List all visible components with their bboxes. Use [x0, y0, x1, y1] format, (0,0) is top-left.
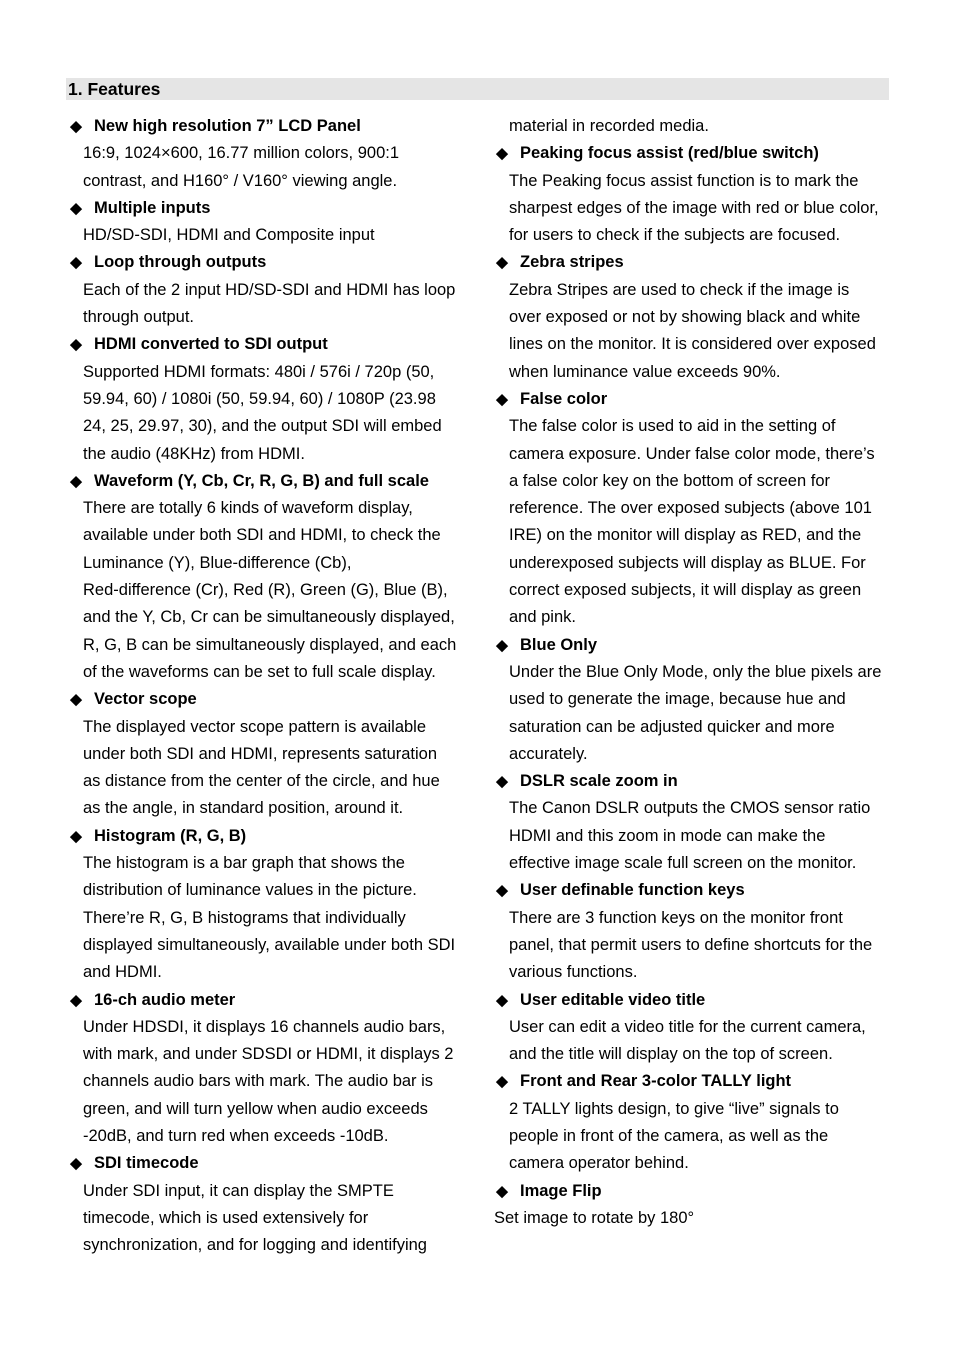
feature-heading	[494, 768, 894, 795]
diamond-bullet-icon: ◆	[496, 1182, 508, 1200]
diamond-bullet-icon: ◆	[496, 882, 508, 900]
feature-item	[494, 1068, 894, 1177]
feature-heading-text: DSLR scale zoom in	[520, 772, 678, 791]
feature-item	[494, 987, 894, 1069]
feature-continuation-line: material in recorded media.	[509, 117, 709, 135]
feature-description-line: Luminance (Y), Blue-difference (Cb),	[83, 553, 352, 572]
feature-description-line: IRE) on the monitor will display as RED, and the	[509, 526, 862, 545]
feature-item	[68, 823, 468, 987]
feature-description-line: Under HDSDI, it displays 16 channels audio bars,	[83, 1017, 446, 1036]
feature-heading	[494, 386, 894, 413]
diamond-bullet-icon: ◆	[496, 145, 508, 163]
feature-item	[68, 249, 468, 331]
feature-description-line: The Canon DSLR outputs the CMOS sensor ratio	[509, 799, 871, 818]
feature-description-line: accurately.	[509, 744, 588, 763]
feature-description-line: displayed simultaneously, available under both SDI	[83, 935, 456, 954]
feature-description-line: as the angle, in standard position, around it.	[83, 799, 404, 818]
diamond-bullet-icon: ◆	[70, 691, 82, 709]
diamond-bullet-icon: ◆	[496, 254, 508, 272]
feature-heading-text: False color	[520, 389, 608, 408]
diamond-bullet-icon: ◆	[496, 773, 508, 791]
diamond-bullet-icon: ◆	[70, 336, 82, 354]
feature-description-line: There are totally 6 kinds of waveform display,	[83, 499, 413, 518]
feature-item	[68, 113, 468, 195]
feature-description-line: available under both SDI and HDMI, to check the	[83, 526, 441, 545]
diamond-bullet-icon: ◆	[70, 199, 82, 217]
feature-description-line: under both SDI and HDMI, represents saturation	[83, 744, 438, 763]
feature-heading-text: Waveform (Y, Cb, Cr, R, G, B) and full scale	[94, 471, 429, 490]
feature-heading	[494, 632, 894, 659]
feature-description-line: reference. The over exposed subjects (above 101	[509, 499, 872, 518]
feature-description-line: -20dB, and turn red when exceeds -10dB.	[83, 1126, 389, 1145]
feature-description-line: effective image scale full screen on the monitor.	[509, 854, 857, 873]
feature-heading	[68, 249, 468, 276]
feature-description-line: a false color key on the bottom of screen for	[509, 471, 831, 490]
feature-item	[68, 468, 468, 686]
feature-heading-text: User editable video title	[520, 990, 706, 1009]
feature-description-line: The histogram is a bar graph that shows the	[83, 854, 405, 873]
feature-description-line: User can edit a video title for the current camera,	[509, 1017, 866, 1036]
feature-heading-text: Zebra stripes	[520, 253, 624, 272]
feature-heading-text: Vector scope	[94, 690, 197, 709]
feature-item	[494, 768, 894, 877]
feature-heading-text: 16-ch audio meter	[94, 990, 236, 1009]
feature-description-line: used to generate the image, because hue and	[509, 690, 846, 709]
feature-heading	[68, 823, 468, 850]
feature-heading-text: User definable function keys	[520, 881, 745, 900]
feature-description-line: camera exposure. Under false color mode, there’s	[509, 444, 875, 463]
feature-heading-text: Multiple inputs	[94, 198, 211, 217]
feature-heading	[68, 113, 468, 140]
feature-heading	[68, 1150, 468, 1177]
feature-description-line: HD/SD-SDI, HDMI and Composite input	[83, 226, 375, 245]
feature-item	[68, 331, 468, 467]
feature-item	[68, 987, 468, 1151]
feature-description-line: Supported HDMI formats: 480i / 576i / 720p (50,	[83, 362, 435, 381]
feature-description-line: sharpest edges of the image with red or blue color,	[509, 198, 879, 217]
feature-description-line: HDMI and this zoom in mode can make the	[509, 826, 826, 845]
feature-item	[494, 140, 894, 249]
section-header	[66, 78, 889, 100]
feature-description-line: of the waveforms can be set to full scale display.	[83, 662, 436, 681]
feature-heading	[68, 686, 468, 713]
section-title: 1. Features	[68, 79, 161, 99]
feature-description-line: There’re R, G, B histograms that individually	[83, 908, 406, 927]
diamond-bullet-icon: ◆	[496, 991, 508, 1009]
feature-description-line: as distance from the center of the circle, and hue	[83, 772, 440, 791]
feature-description-line: 24, 25, 29.97, 30), and the output SDI will embed	[83, 417, 442, 436]
feature-description-line: The Peaking focus assist function is to mark the	[509, 171, 859, 190]
diamond-bullet-icon: ◆	[70, 254, 82, 272]
diamond-bullet-icon: ◆	[70, 472, 82, 490]
feature-description-line: when luminance value exceeds 90%.	[509, 362, 781, 381]
feature-description-line: lines on the monitor. It is considered over exposed	[509, 335, 876, 354]
feature-description-line: The false color is used to aid in the setting of	[509, 417, 836, 436]
diamond-bullet-icon: ◆	[70, 1155, 82, 1173]
feature-description-line: through output.	[83, 308, 195, 327]
feature-heading	[494, 249, 894, 276]
feature-description-line: R, G, B can be simultaneously displayed, and each	[83, 635, 457, 654]
feature-description-line: various functions.	[509, 963, 638, 982]
feature-description-line: 2 TALLY lights design, to give “live” signals to	[509, 1099, 839, 1118]
feature-item	[494, 249, 894, 385]
feature-heading	[494, 140, 894, 167]
feature-heading-text: Image Flip	[520, 1181, 602, 1200]
feature-description-line: and HDMI.	[83, 963, 162, 982]
feature-description-line: synchronization, and for logging and identifying	[83, 1236, 427, 1255]
feature-description-line: green, and will turn yellow when audio exceeds	[83, 1099, 428, 1118]
feature-description-line: saturation can be adjusted quicker and more	[509, 717, 835, 736]
diamond-bullet-icon: ◆	[70, 827, 82, 845]
diamond-bullet-icon: ◆	[70, 118, 82, 135]
feature-description-line: The displayed vector scope pattern is available	[83, 717, 427, 736]
feature-description-line: over exposed or not by showing black and white	[509, 308, 861, 327]
feature-description-line: underexposed subjects will display as BLUE. For	[509, 553, 866, 572]
feature-heading	[68, 331, 468, 358]
feature-description-line: with mark, and under SDSDI or HDMI, it displays 2	[83, 1045, 454, 1064]
feature-heading	[68, 195, 468, 222]
feature-item	[494, 386, 894, 632]
feature-description-line: and pink.	[509, 608, 576, 627]
diamond-bullet-icon: ◆	[496, 636, 508, 654]
feature-heading	[68, 468, 468, 495]
feature-heading-text: Peaking focus assist (red/blue switch)	[520, 144, 819, 163]
feature-description-line: the audio (48KHz) from HDMI.	[83, 444, 305, 463]
feature-description-line: people in front of the camera, as well as the	[509, 1126, 829, 1145]
feature-item	[68, 1150, 468, 1259]
diamond-bullet-icon: ◆	[70, 991, 82, 1009]
diamond-bullet-icon: ◆	[496, 1073, 508, 1091]
features-right-column	[494, 113, 894, 1232]
feature-description-line: channels audio bars with mark. The audio bar is	[83, 1072, 434, 1091]
diamond-bullet-icon: ◆	[496, 390, 508, 408]
feature-heading-text: Blue Only	[520, 635, 598, 654]
feature-description-line: There are 3 function keys on the monitor front	[509, 908, 843, 927]
feature-description-line: 59.94, 60) / 1080i (50, 59.94, 60) / 1080P (23.98	[83, 389, 436, 408]
feature-heading-text: Histogram (R, G, B)	[94, 826, 247, 845]
feature-heading	[68, 987, 468, 1014]
feature-description-line: correct exposed subjects, it will display as green	[509, 581, 862, 600]
feature-item	[494, 632, 894, 768]
feature-description-line: Each of the 2 input HD/SD-SDI and HDMI has loop	[83, 280, 456, 299]
feature-item	[494, 877, 894, 986]
feature-heading-text: Loop through outputs	[94, 253, 267, 272]
feature-item	[68, 195, 468, 250]
feature-heading	[494, 1068, 894, 1095]
feature-description-line: Set image to rotate by 180°	[494, 1208, 695, 1227]
feature-description-line: Zebra Stripes are used to check if the image is	[509, 280, 850, 299]
feature-description-line: distribution of luminance values in the picture.	[83, 881, 417, 900]
feature-description-line: timecode, which is used extensively for	[83, 1208, 369, 1227]
feature-description-line: contrast, and H160° / V160° viewing angle.	[83, 171, 398, 190]
feature-heading-text: HDMI converted to SDI output	[94, 335, 328, 354]
feature-description-line: panel, that permit users to define shortcuts for the	[509, 935, 873, 954]
feature-heading	[494, 987, 894, 1014]
features-left-column	[68, 113, 468, 1259]
feature-heading	[494, 1178, 894, 1205]
feature-description-line: and the Y, Cb, Cr can be simultaneously displayed,	[83, 608, 455, 627]
feature-heading-text: Front and Rear 3-color TALLY light	[520, 1072, 792, 1091]
feature-item	[494, 1178, 894, 1233]
feature-item	[68, 686, 468, 822]
feature-description-line: Under the Blue Only Mode, only the blue pixels are	[509, 662, 882, 681]
feature-heading-text: SDI timecode	[94, 1154, 199, 1173]
feature-description-line: and the title will display on the top of screen.	[509, 1045, 833, 1064]
feature-description-line: for users to check if the subjects are focused.	[509, 226, 841, 245]
feature-description-line: 16:9, 1024×600, 16.77 million colors, 900:1	[83, 144, 400, 163]
feature-description-line: Under SDI input, it can display the SMPTE	[83, 1181, 394, 1200]
feature-description-line: camera operator behind.	[509, 1154, 689, 1173]
feature-heading	[494, 877, 894, 904]
feature-heading-text: New high resolution 7” LCD Panel	[94, 117, 361, 135]
feature-description-line: Red-difference (Cr), Red (R), Green (G), Blue (B),	[83, 581, 448, 600]
